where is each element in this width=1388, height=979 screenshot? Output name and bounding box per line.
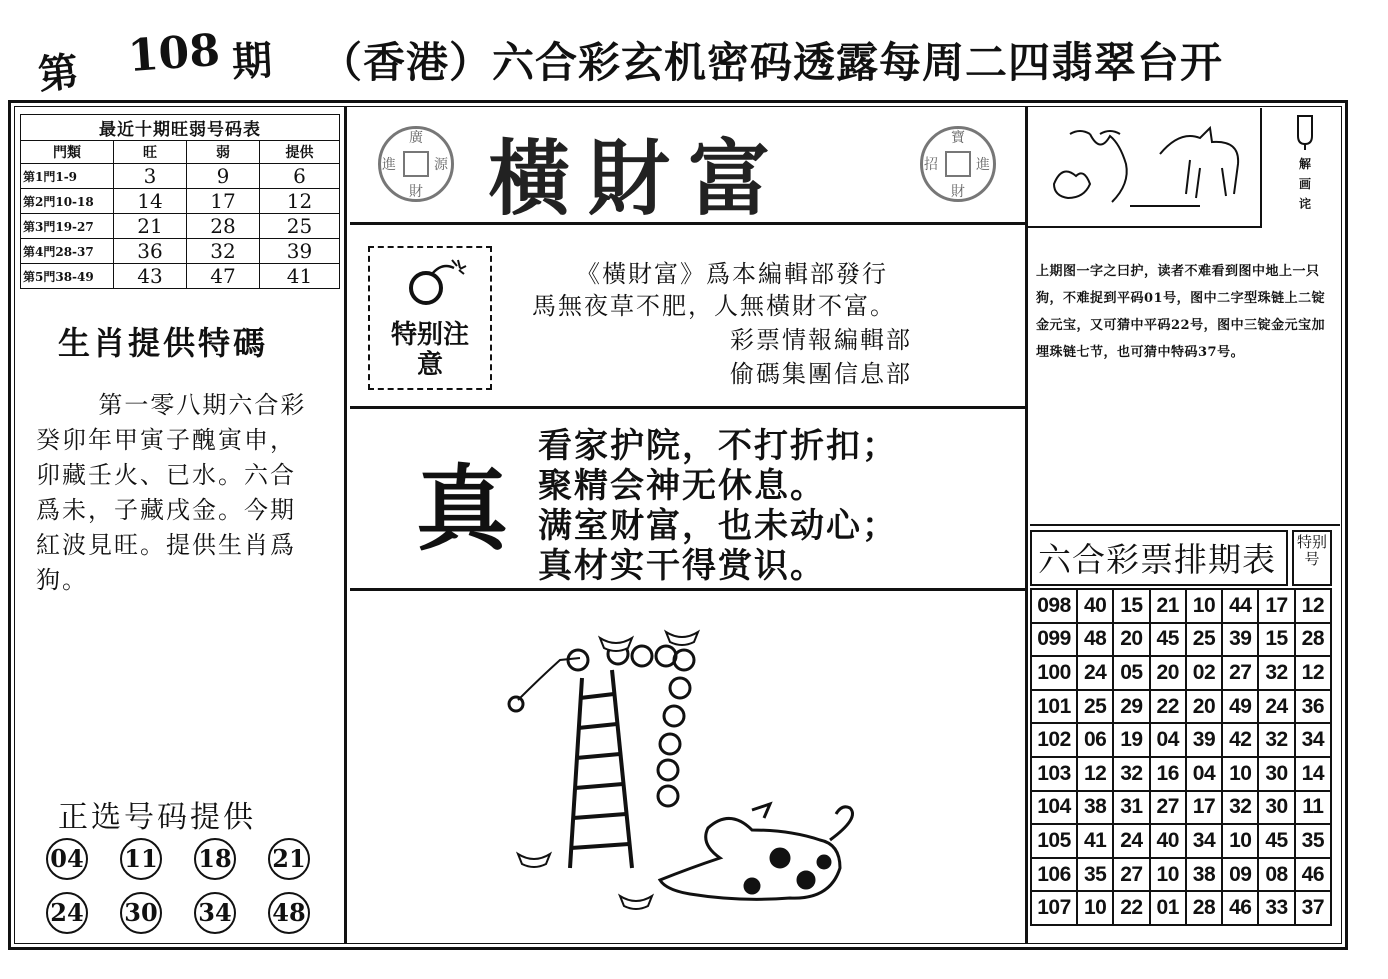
cell: 36	[114, 239, 187, 264]
table-caption: 最近十期旺弱号码表	[21, 115, 340, 141]
cell: 32	[186, 239, 259, 264]
draw-number: 24	[1077, 656, 1113, 690]
draw-number: 10	[1222, 757, 1258, 791]
draw-number: 46	[1222, 891, 1258, 925]
coin-right-hole	[945, 151, 971, 177]
draw-number: 37	[1295, 891, 1331, 925]
pick-number: 48	[268, 892, 310, 934]
draw-number: 30	[1258, 791, 1294, 825]
cell: 14	[114, 189, 187, 214]
coin-right-char: 進	[976, 157, 990, 173]
pick-number: 04	[46, 838, 88, 880]
draw-number: 05	[1113, 656, 1149, 690]
poem-line: 满室财富，也未动心；	[538, 506, 898, 546]
table-row	[1031, 791, 1331, 825]
draw-number: 10	[1186, 589, 1222, 623]
draw-number: 32	[1113, 757, 1149, 791]
col-header: 弱	[186, 141, 259, 164]
cell: 17	[186, 189, 259, 214]
draw-number: 12	[1295, 656, 1331, 690]
divider-hint	[1030, 524, 1340, 526]
draw-number: 10	[1222, 824, 1258, 858]
col-header: 提供	[259, 141, 339, 164]
notice-line: 馬無夜草不肥，人無橫財不富。	[532, 292, 896, 320]
pointing-hand-icon	[1294, 112, 1316, 152]
draw-number: 32	[1222, 791, 1258, 825]
draw-number: 25	[1077, 690, 1113, 724]
poem-big-char: 真	[416, 456, 509, 563]
divider-left	[344, 106, 347, 944]
draw-number: 24	[1258, 690, 1294, 724]
row-label: 第4門28-37	[21, 239, 114, 264]
draw-number: 09	[1222, 858, 1258, 892]
table-row	[1031, 757, 1331, 791]
draw-number: 32	[1258, 723, 1294, 757]
notice-line: 偷碼集團信息部	[730, 360, 912, 388]
draw-number: 29	[1113, 690, 1149, 724]
draw-number: 04	[1186, 757, 1222, 791]
schedule-title: 六合彩票排期表	[1038, 540, 1276, 579]
draw-number: 14	[1295, 757, 1331, 791]
bomb-icon	[402, 254, 474, 310]
draw-period: 099	[1031, 623, 1077, 657]
draw-period: 098	[1031, 589, 1077, 623]
draw-number: 33	[1258, 891, 1294, 925]
coin-left-char: 廣	[409, 130, 423, 146]
cell: 6	[259, 164, 339, 189]
table-row	[1031, 623, 1331, 657]
pick-number: 24	[46, 892, 88, 934]
draw-number: 35	[1077, 858, 1113, 892]
draw-number: 22	[1150, 690, 1186, 724]
table-row	[1031, 891, 1331, 925]
hint-illustration	[1040, 114, 1252, 218]
issue-number: 108	[126, 24, 222, 83]
divider-poem	[350, 588, 1025, 591]
recent-hot-cold-table	[20, 114, 340, 289]
table-row	[21, 164, 340, 189]
draw-number: 19	[1113, 723, 1149, 757]
draw-number: 32	[1258, 656, 1294, 690]
draw-number: 17	[1186, 791, 1222, 825]
table-row	[1031, 589, 1331, 623]
col-header: 旺	[114, 141, 187, 164]
special-number-label: 特别号	[1292, 530, 1332, 586]
coin-right-char: 寶	[951, 130, 965, 146]
poem-line: 看家护院，不打折扣；	[538, 426, 898, 466]
zodiac-heading: 生肖提供特碼	[58, 324, 269, 362]
picks-heading: 正选号码提供	[58, 800, 256, 835]
notice-line: 《橫財富》爲本編輯部發行	[576, 260, 888, 288]
pick-number: 30	[120, 892, 162, 934]
draw-period: 100	[1031, 656, 1077, 690]
draw-number: 25	[1186, 623, 1222, 657]
draw-number: 49	[1222, 690, 1258, 724]
draw-number: 36	[1295, 690, 1331, 724]
draw-number: 24	[1113, 824, 1149, 858]
draw-number: 28	[1186, 891, 1222, 925]
poem	[538, 426, 898, 586]
draw-number: 20	[1113, 623, 1149, 657]
coin-chain	[568, 644, 694, 806]
draw-number: 21	[1150, 589, 1186, 623]
cell: 47	[186, 264, 259, 289]
draw-number: 01	[1150, 891, 1186, 925]
dog-drawing	[660, 804, 853, 899]
draw-period: 101	[1031, 690, 1077, 724]
draw-number: 39	[1222, 623, 1258, 657]
draw-number: 04	[1150, 723, 1186, 757]
draw-number: 12	[1077, 757, 1113, 791]
table-row	[21, 264, 340, 289]
cell: 12	[259, 189, 339, 214]
hint-text: 上期图一字之曰护，读者不难看到图中地上一只狗，不难捉到平码01号，图中二字型珠链上二锭金元宝，又可猜中平码22号，图中三锭金元宝加埋珠链七节，也可猜中特码37号。	[1036, 264, 1326, 360]
table-row	[21, 239, 340, 264]
cell: 3	[114, 164, 187, 189]
zodiac-text: 第一零八期六合彩癸卯年甲寅子醜寅申，卯藏壬火、已水。六合爲未，子藏戌金。今期紅波見旺。提供生肖爲狗。	[36, 391, 307, 594]
hint-label: 解画诧	[1298, 157, 1311, 211]
draw-number: 10	[1077, 891, 1113, 925]
draw-number: 34	[1295, 723, 1331, 757]
draw-number: 42	[1222, 723, 1258, 757]
draw-number: 40	[1150, 824, 1186, 858]
draw-number: 45	[1150, 623, 1186, 657]
draw-number: 40	[1077, 589, 1113, 623]
draw-number: 44	[1222, 589, 1258, 623]
coin-right-char: 招	[924, 157, 938, 173]
draw-number: 27	[1113, 858, 1149, 892]
cell: 41	[259, 264, 339, 289]
draw-number: 15	[1258, 623, 1294, 657]
coin-left-hole	[403, 151, 429, 177]
table-row	[1031, 656, 1331, 690]
draw-number: 30	[1258, 757, 1294, 791]
draw-number: 39	[1186, 723, 1222, 757]
draw-number: 20	[1150, 656, 1186, 690]
draw-number: 48	[1077, 623, 1113, 657]
draw-period: 102	[1031, 723, 1077, 757]
table-row	[1031, 858, 1331, 892]
cell: 43	[114, 264, 187, 289]
draw-number: 11	[1295, 791, 1331, 825]
draw-number: 06	[1077, 723, 1113, 757]
draw-number: 31	[1113, 791, 1149, 825]
draw-number: 38	[1077, 791, 1113, 825]
pick-number: 34	[194, 892, 236, 934]
poem-line: 聚精会神无休息。	[538, 466, 826, 506]
notice-line: 彩票情報編輯部	[730, 326, 912, 354]
draw-number: 15	[1113, 589, 1149, 623]
pick-number: 21	[268, 838, 310, 880]
divider-right	[1025, 106, 1028, 944]
pick-number: 18	[194, 838, 236, 880]
draw-period: 103	[1031, 757, 1077, 791]
draw-number: 22	[1113, 891, 1149, 925]
cell: 25	[259, 214, 339, 239]
pick-number: 11	[120, 838, 162, 880]
row-label: 第3門19-27	[21, 214, 114, 239]
cell: 39	[259, 239, 339, 264]
row-label: 第2門10-18	[21, 189, 114, 214]
poem-line: 真材实干得赏识。	[538, 546, 826, 586]
table-row	[21, 189, 340, 214]
draw-number: 27	[1150, 791, 1186, 825]
coin-left-char: 源	[434, 157, 448, 173]
issue-suffix: 期	[230, 36, 274, 87]
puzzle-illustration	[490, 618, 890, 928]
draw-period: 105	[1031, 824, 1077, 858]
ladder-drawing	[570, 670, 632, 868]
draw-number: 17	[1258, 589, 1294, 623]
draw-period: 107	[1031, 891, 1077, 925]
table-row	[1031, 690, 1331, 724]
col-header: 門類	[21, 141, 114, 164]
draw-number: 38	[1186, 858, 1222, 892]
row-label: 第5門38-49	[21, 264, 114, 289]
draw-number: 41	[1077, 824, 1113, 858]
draw-number: 02	[1186, 656, 1222, 690]
draw-number: 46	[1295, 858, 1331, 892]
cell: 28	[186, 214, 259, 239]
draw-number: 08	[1258, 858, 1294, 892]
draw-number: 45	[1258, 824, 1294, 858]
table-row	[21, 214, 340, 239]
draw-number: 35	[1295, 824, 1331, 858]
cell: 9	[186, 164, 259, 189]
draw-period: 106	[1031, 858, 1077, 892]
draw-number: 20	[1186, 690, 1222, 724]
draw-number: 16	[1150, 757, 1186, 791]
draw-number: 28	[1295, 623, 1331, 657]
table-row	[1031, 723, 1331, 757]
notice-label: 特别注意	[390, 320, 469, 380]
divider-notice	[350, 406, 1025, 409]
table-row	[1031, 824, 1331, 858]
draw-number: 12	[1295, 589, 1331, 623]
coin-left-char: 財	[409, 184, 423, 200]
draw-period: 104	[1031, 791, 1077, 825]
draw-number: 27	[1222, 656, 1258, 690]
draw-schedule-table	[1030, 588, 1332, 926]
coin-right-char: 財	[951, 184, 965, 200]
draw-number: 34	[1186, 824, 1222, 858]
page-title: （香港）六合彩玄机密码透露每周二四翡翠台开	[320, 38, 1224, 87]
cell: 21	[114, 214, 187, 239]
issue-prefix: 第	[35, 48, 81, 99]
draw-number: 10	[1150, 858, 1186, 892]
masthead-logo: 橫財富	[488, 131, 789, 227]
row-label: 第1門1-9	[21, 164, 114, 189]
coin-left-char: 進	[382, 157, 396, 173]
